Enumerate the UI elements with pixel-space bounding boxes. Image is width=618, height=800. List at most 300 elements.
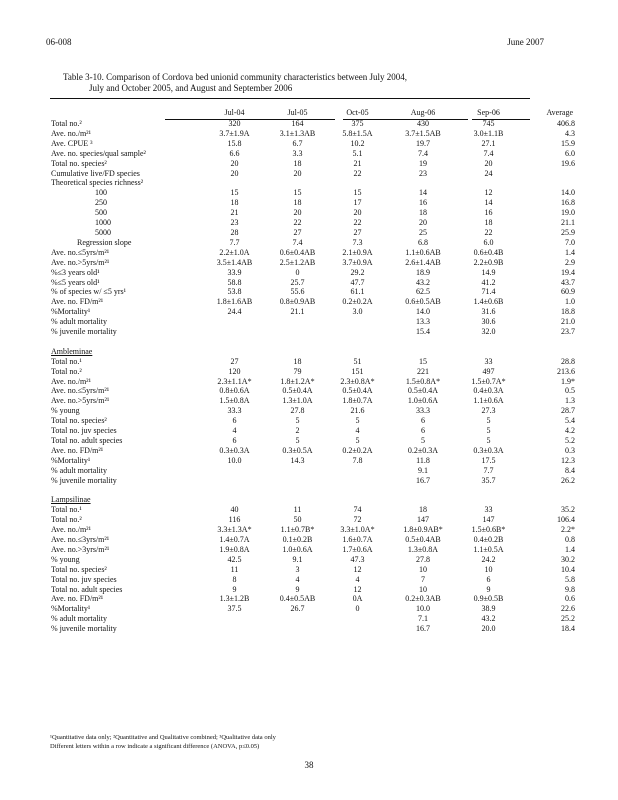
- table-cell: [517, 178, 575, 188]
- table-cell: 43.2: [416, 277, 430, 287]
- row-label: Ave. no.>3yrs/m²¹: [51, 544, 110, 554]
- table-cell: 0.8±0.6A: [219, 386, 250, 396]
- table-row: [51, 228, 575, 238]
- table-cell: 18.4: [561, 624, 575, 634]
- table-cell: 30.2: [561, 554, 575, 564]
- table-cell: [203, 466, 266, 476]
- table-cell: 2.2±0.9B: [473, 257, 504, 267]
- table-cell: 24: [484, 168, 493, 178]
- table-cell: 25.7: [290, 277, 305, 287]
- table-row: [51, 208, 575, 218]
- row-label: Total no. species²: [51, 158, 107, 168]
- footnote-1: ¹Quantitative data only; ²Quantitative and Qualitative combined; ³Qualitative data only: [50, 734, 276, 741]
- table-row: [51, 565, 575, 575]
- table-cell: 10.2: [350, 138, 365, 148]
- row-label: Total no.¹: [51, 505, 82, 515]
- table-cell: 5.2: [565, 435, 575, 445]
- table-row: [51, 624, 575, 634]
- table-cell: 26.7: [290, 604, 305, 614]
- table-cell: 60.9: [561, 287, 575, 297]
- table-cell: 22: [484, 227, 493, 237]
- table-cell: 10: [484, 564, 493, 574]
- table-cell: 43.2: [481, 614, 496, 624]
- table-cell: 5: [486, 435, 491, 445]
- table-cell: [203, 614, 266, 624]
- table-row: [51, 535, 575, 545]
- table-cell: 0.2±0.2A: [342, 445, 373, 455]
- table-cell: 7.7: [483, 465, 494, 475]
- table-cell: 43.7: [561, 277, 575, 287]
- table-cell: [329, 178, 386, 188]
- table-cell: 20: [353, 208, 362, 218]
- table-cell: 0.6: [565, 594, 575, 604]
- table-cell: 2.2±1.0A: [219, 247, 250, 257]
- table-cell: 3.1±1.3AB: [279, 128, 316, 138]
- table-row: [51, 515, 575, 525]
- table-cell: 29.2: [350, 267, 365, 277]
- table-cell: 0.8: [565, 535, 575, 545]
- table-row: [51, 248, 575, 258]
- table-row: [51, 426, 575, 436]
- table-cell: 0.6±0.4AB: [279, 247, 316, 257]
- table-cell: 14.3: [290, 455, 305, 465]
- table-cell: 27.1: [481, 138, 496, 148]
- table-row: [51, 446, 575, 456]
- table-cell: 27: [353, 227, 362, 237]
- row-label: Cumulative live/FD species: [51, 168, 140, 178]
- table-row: [51, 198, 575, 208]
- table-cell: 1.5±0.7A*: [471, 376, 506, 386]
- row-label: Total no. species²: [51, 416, 107, 426]
- table-cell: 0A: [352, 594, 363, 604]
- table-cell: 53.8: [227, 287, 242, 297]
- table-cell: 14.9: [481, 267, 496, 277]
- table-row: [51, 466, 575, 476]
- row-label: Ave. no. species/qual sample²: [51, 148, 146, 158]
- table-cell: 0.3±0.3A: [219, 445, 250, 455]
- table-cell: 0.5±0.4AB: [405, 535, 441, 545]
- table-row: [51, 178, 575, 188]
- table-cell: 23: [230, 218, 239, 228]
- row-label: Ave. no.≤5yrs/m²¹: [51, 247, 110, 257]
- table-cell: 1.8±0.9AB*: [403, 525, 443, 535]
- column-header-label: [51, 106, 203, 119]
- table-row: [51, 614, 575, 624]
- table-cell: 6: [232, 416, 237, 426]
- row-label: % juvenile mortality: [51, 624, 117, 634]
- table-cell: 320: [228, 119, 241, 128]
- caption-line-2: July and October 2005, and August and September 2006: [89, 83, 293, 93]
- table-cell: 1.7±0.6A: [342, 544, 373, 554]
- table-cell: 1.4: [565, 247, 575, 257]
- table-cell: 0.5: [565, 386, 575, 396]
- table-row: [51, 406, 575, 416]
- table-cell: 106.4: [557, 515, 575, 525]
- table-cell: 151: [351, 366, 364, 376]
- table-cell: 19.7: [416, 138, 430, 148]
- table-cell: 15.4: [416, 327, 430, 337]
- table-cell: 55.6: [290, 287, 305, 297]
- table-cell: 14.0: [561, 188, 575, 198]
- table-cell: 1.8±1.6AB: [216, 297, 253, 307]
- row-label: % of species w/ ≤5 yrs¹: [51, 287, 126, 297]
- table-row: [51, 357, 575, 367]
- table-cell: 5: [355, 416, 360, 426]
- table-cell: 33: [484, 505, 493, 515]
- row-label: Total no.²: [51, 366, 82, 376]
- table-cell: 19: [419, 158, 427, 168]
- table-row: [51, 476, 575, 486]
- table-cell: 4.2: [565, 426, 575, 436]
- header-underline-2004-05: [165, 119, 335, 120]
- table-cell: 18: [419, 208, 427, 218]
- table-cell: 0.2±0.3AB: [405, 594, 441, 604]
- table-cell: 5.8±1.5A: [342, 128, 373, 138]
- table-cell: 5: [421, 435, 425, 445]
- table-cell: 3.3: [292, 148, 303, 158]
- table-cell: 35.2: [561, 505, 575, 515]
- table-row: [51, 159, 575, 169]
- table-cell: 11: [293, 505, 302, 515]
- table-cell: 0.3: [565, 445, 575, 455]
- table-cell: 15: [419, 356, 427, 366]
- row-label: % adult mortality: [51, 317, 107, 327]
- table-cell: 18: [419, 505, 427, 515]
- table-cell: 26.2: [561, 475, 575, 485]
- table-cell: 21: [230, 208, 239, 218]
- table-cell: 18: [293, 158, 302, 168]
- table-cell: 37.5: [227, 604, 242, 614]
- table-cell: 3.7±1.5AB: [405, 128, 441, 138]
- table-cell: 5: [295, 416, 300, 426]
- row-label: Ave. no.>5yrs/m²¹: [51, 396, 110, 406]
- row-label: Total no.²: [51, 515, 82, 525]
- table-cell: 1.4: [565, 544, 575, 554]
- row-label: Ave. no. FD/m²¹: [51, 297, 104, 307]
- table-cell: 1.0±0.6A: [407, 396, 439, 406]
- row-label: Ave. no.≤3yrs/m²¹: [51, 535, 110, 545]
- row-label: %Mortality¹: [51, 307, 91, 317]
- table-row: [51, 585, 575, 595]
- row-label: Regression slope: [77, 237, 132, 247]
- table-row: [51, 139, 575, 149]
- table-cell: 7.4: [483, 148, 494, 158]
- table-cell: 745: [482, 119, 495, 128]
- table-cell: 25: [419, 227, 427, 237]
- table-cell: 27.3: [481, 406, 496, 416]
- table-cell: 32.0: [481, 327, 496, 337]
- table-cell: 71.4: [481, 287, 496, 297]
- table-row: [51, 525, 575, 535]
- table-cell: 14: [419, 188, 427, 198]
- table-cell: 19.0: [561, 208, 575, 218]
- spacer-cell: [51, 337, 575, 347]
- table-row: [51, 119, 575, 129]
- table-cell: 20: [419, 218, 427, 228]
- row-label: Total no. adult species: [51, 584, 123, 594]
- table-cell: 12.3: [561, 455, 575, 465]
- table-cell: 58.8: [227, 277, 242, 287]
- table-cell: 20: [293, 168, 302, 178]
- row-label: 100: [95, 188, 107, 198]
- section-title-row: [51, 347, 575, 357]
- table-cell: 47.7: [350, 277, 365, 287]
- table-cell: 5: [355, 435, 360, 445]
- table-cell: 221: [417, 366, 429, 376]
- table-cell: 10.0: [416, 604, 430, 614]
- table-row: [51, 555, 575, 565]
- table-cell: 15: [353, 188, 362, 198]
- table-cell: [266, 178, 329, 188]
- table-cell: 0.3±0.5A: [282, 445, 313, 455]
- column-header-oct05: Oct-05: [346, 107, 369, 117]
- table-cell: [203, 317, 266, 327]
- table-cell: 1.5±0.8A: [219, 396, 250, 406]
- table-cell: 2.3±0.8A*: [340, 376, 375, 386]
- table-cell: 120: [228, 366, 241, 376]
- table-cell: 79: [293, 366, 302, 376]
- table-row: [51, 505, 575, 515]
- row-label: % juvenile mortality: [51, 327, 117, 337]
- table-row: [51, 327, 575, 337]
- table-cell: 20: [484, 158, 493, 168]
- table-cell: 4: [295, 574, 300, 584]
- table-cell: 3.7±0.9A: [342, 257, 373, 267]
- table-cell: 15.8: [227, 138, 242, 148]
- table-cell: 61.1: [350, 287, 365, 297]
- row-label: Total no. juv species: [51, 426, 117, 436]
- table-cell: 27.8: [290, 406, 305, 416]
- table-cell: 22: [293, 218, 302, 228]
- table-cell: 5.4: [565, 416, 575, 426]
- row-label: %≤5 years old¹: [51, 277, 100, 287]
- data-table: [51, 106, 575, 634]
- table-cell: 15: [293, 188, 302, 198]
- table-cell: 19.4: [561, 267, 575, 277]
- row-label: Ave. no.>5yrs/m²¹: [51, 257, 110, 267]
- table-cell: 3.3±1.3A*: [217, 525, 252, 535]
- row-label: %Mortality¹: [51, 604, 91, 614]
- table-cell: 1.3±0.8A: [407, 544, 439, 554]
- spacer-row: [51, 486, 575, 496]
- column-header-average: Average: [546, 107, 573, 117]
- table-cell: 7: [421, 574, 425, 584]
- row-label: %Mortality¹: [51, 455, 91, 465]
- table-cell: 2.2*: [561, 525, 575, 535]
- table-cell: 21.6: [350, 406, 365, 416]
- table-cell: 16.7: [416, 475, 430, 485]
- table-cell: 497: [482, 366, 495, 376]
- table-cell: 21.1: [561, 218, 575, 228]
- table-cell: [266, 327, 329, 337]
- table-cell: 18: [293, 198, 302, 208]
- table-cell: 1.3±1.2B: [219, 594, 250, 604]
- table-cell: 0.6±0.4B: [473, 247, 504, 257]
- table-cell: 28: [230, 227, 239, 237]
- column-header-row: [51, 106, 575, 119]
- table-cell: 33: [484, 356, 493, 366]
- table-cell: 1.8±0.7A: [342, 396, 373, 406]
- table-cell: 8.4: [565, 465, 575, 475]
- table-cell: 21: [353, 158, 362, 168]
- table-cell: 7.4: [292, 237, 303, 247]
- table-cell: 7.8: [352, 455, 363, 465]
- table-cell: 4: [355, 426, 360, 436]
- table-cell: 9.8: [565, 584, 575, 594]
- table-cell: 72: [353, 515, 362, 525]
- table-row: [51, 386, 575, 396]
- caption-line-1: Table 3-10. Comparison of Cordova bed unionid community characteristics between July 2004,: [63, 72, 408, 82]
- table-cell: 147: [482, 515, 495, 525]
- column-header-aug06: Aug-06: [410, 107, 436, 117]
- table-cell: 0.4±0.3A: [473, 386, 504, 396]
- header-underline-average: [472, 119, 530, 120]
- table-row: [51, 604, 575, 614]
- table-cell: 28.8: [561, 356, 575, 366]
- table-cell: 18.8: [561, 307, 575, 317]
- table-cell: 1.1±0.7B*: [280, 525, 315, 535]
- table-row: [51, 218, 575, 228]
- row-label: 250: [95, 198, 107, 208]
- table-cell: 0.4±0.2B: [473, 535, 504, 545]
- table-cell: 31.6: [481, 307, 496, 317]
- row-label: Ave. no./m²¹: [51, 376, 91, 386]
- table-row: [51, 268, 575, 278]
- row-label: 1000: [95, 218, 111, 228]
- table-cell: 11.8: [416, 455, 430, 465]
- table-cell: 16.7: [416, 624, 430, 634]
- table-cell: 3.3±1.0A*: [340, 525, 375, 535]
- table-row: [51, 307, 575, 317]
- table-cell: 0: [355, 604, 360, 614]
- table-cell: 2.6±1.4AB: [405, 257, 441, 267]
- table-cell: 7.3: [352, 237, 363, 247]
- table-cell: 25.9: [561, 227, 575, 237]
- table-row: [51, 575, 575, 585]
- table-cell: 27.8: [416, 554, 430, 564]
- table-cell: [329, 614, 386, 624]
- row-label: Ave. no./m²¹: [51, 128, 91, 138]
- table-cell: 18.9: [416, 267, 430, 277]
- table-cell: 20: [230, 158, 239, 168]
- table-cell: 16: [484, 208, 493, 218]
- table-cell: 2.9: [565, 257, 575, 267]
- page-number: 38: [304, 760, 314, 770]
- table-row: [51, 594, 575, 604]
- table-cell: 116: [228, 515, 241, 525]
- table-cell: 62.5: [416, 287, 430, 297]
- table-cell: 30.6: [481, 317, 496, 327]
- row-label: Ave. no./m²¹: [51, 525, 91, 535]
- table-cell: 1.0: [565, 297, 575, 307]
- table-cell: 18: [484, 218, 493, 228]
- table-cell: 6.7: [292, 138, 303, 148]
- table-cell: 0.2±0.3A: [407, 445, 439, 455]
- row-label: 500: [95, 208, 107, 218]
- table-cell: 24.4: [227, 307, 242, 317]
- table-row: [51, 129, 575, 139]
- table-cell: 33.3: [416, 406, 430, 416]
- table-cell: 0.2±0.2A: [342, 297, 373, 307]
- table-cell: 3.7±1.9A: [219, 128, 250, 138]
- table-cell: 28.7: [561, 406, 575, 416]
- row-label: 5000: [95, 227, 111, 237]
- table-cell: 15: [230, 188, 239, 198]
- table-cell: 1.1±0.5A: [473, 544, 504, 554]
- table-cell: 10.4: [561, 564, 575, 574]
- row-label: Total no. species²: [51, 564, 107, 574]
- table-cell: 9: [295, 584, 300, 594]
- section-title: Ambleminae: [51, 346, 93, 356]
- table-cell: 24.2: [481, 554, 496, 564]
- table-cell: [203, 624, 266, 634]
- table-row: [51, 377, 575, 387]
- table-cell: 50: [293, 515, 302, 525]
- table-cell: [329, 317, 386, 327]
- row-label: Total no.¹: [51, 356, 82, 366]
- table-cell: 4: [355, 574, 360, 584]
- table-cell: 6.0: [483, 237, 494, 247]
- table-cell: 0.5±0.4A: [342, 386, 373, 396]
- table-cell: 6.6: [229, 148, 240, 158]
- table-cell: 35.7: [481, 475, 496, 485]
- table-cell: 23.7: [561, 327, 575, 337]
- row-label: Theoretical species richness²: [51, 178, 144, 188]
- table-cell: 16.8: [561, 198, 575, 208]
- table-cell: [460, 178, 517, 188]
- table-cell: 0.6±0.5AB: [405, 297, 441, 307]
- table-cell: 1.3: [565, 396, 575, 406]
- table-cell: 22: [353, 168, 362, 178]
- table-cell: 17.5: [481, 455, 496, 465]
- table-cell: 9: [486, 584, 491, 594]
- table-cell: 2: [295, 426, 300, 436]
- table-cell: 147: [417, 515, 429, 525]
- table-cell: 3.5±1.4AB: [216, 257, 253, 267]
- table-cell: 164: [291, 119, 304, 128]
- table-cell: 0.1±0.2B: [282, 535, 313, 545]
- table-cell: 5.8: [565, 574, 575, 584]
- report-id: 06-008: [46, 37, 72, 47]
- table-cell: 11: [230, 564, 239, 574]
- column-header-sep06: Sep-06: [477, 107, 500, 117]
- table-cell: [266, 476, 329, 486]
- table-cell: 41.2: [481, 277, 496, 287]
- table-cell: 15.9: [561, 138, 575, 148]
- table-row: [51, 278, 575, 288]
- table-row: [51, 545, 575, 555]
- column-header-jul04: Jul-04: [224, 107, 245, 117]
- row-label: % adult mortality: [51, 614, 107, 624]
- table-cell: 7.7: [229, 237, 240, 247]
- table-cell: 5: [486, 416, 491, 426]
- table-cell: 20.0: [481, 624, 496, 634]
- table-cell: 40: [230, 505, 239, 515]
- row-label: %≤3 years old¹: [51, 267, 100, 277]
- row-label: Ave. no.≤5yrs/m²¹: [51, 386, 110, 396]
- table-cell: 3.0±1.1B: [473, 128, 504, 138]
- table-caption: [63, 72, 407, 94]
- table-cell: 22: [353, 218, 362, 228]
- table-cell: 7.4: [418, 148, 428, 158]
- table-row: [51, 238, 575, 248]
- table-cell: 19.6: [561, 158, 575, 168]
- row-label: Ave. no. FD/m²¹: [51, 594, 104, 604]
- table-cell: 12: [353, 584, 362, 594]
- table-cell: 14.0: [416, 307, 430, 317]
- table-cell: 1.4±0.6B: [473, 297, 504, 307]
- table-cell: 27: [293, 227, 302, 237]
